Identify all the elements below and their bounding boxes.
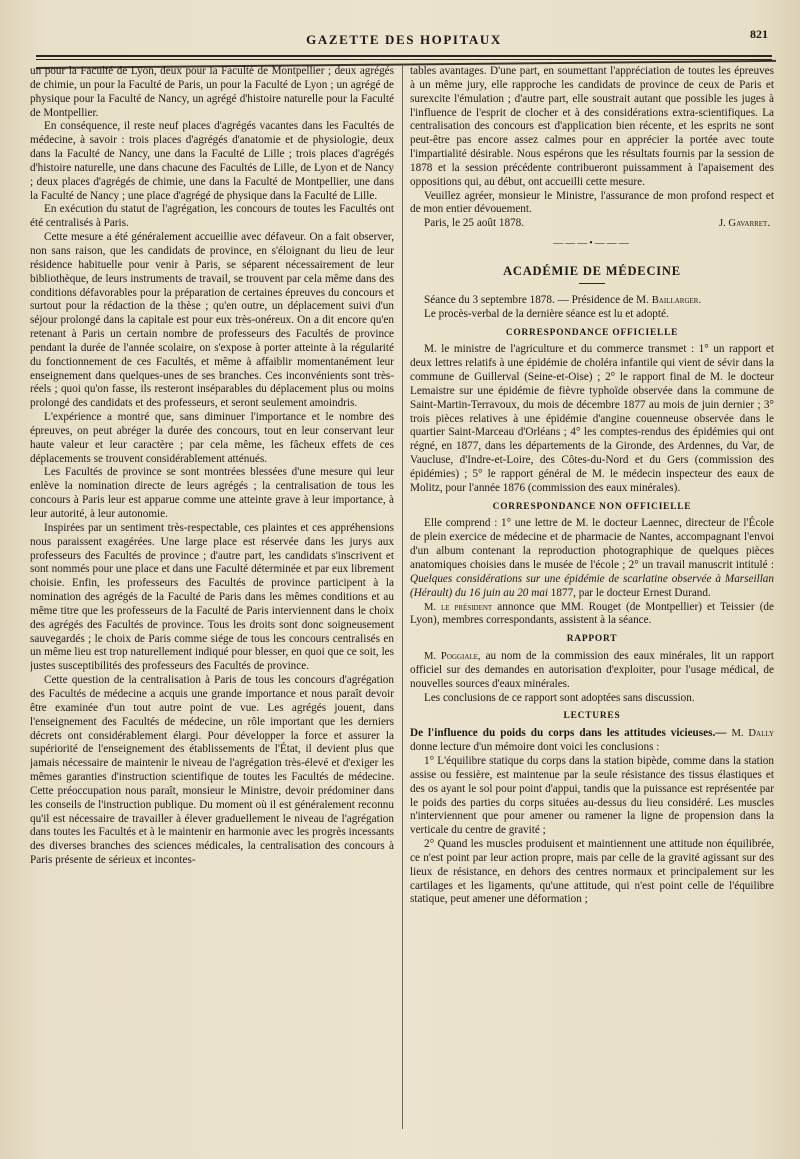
signature-place-date: Paris, le 25 août 1878.: [424, 217, 525, 230]
paragraph: Les conclusions de ce rapport sont adoptées sans discussion.: [424, 691, 695, 704]
letter-signature: [410, 217, 774, 231]
paragraph: un pour la Faculté de Lyon, deux pour la Faculté de Montpellier ; deux agrégés de chimie, un pour la Faculté de Paris, un pour la Faculté de Lyon ; un agrégé de physique pour la Faculté de Nancy, un agrégé d'histoire naturelle pour la Faculté de Montpellier.: [30, 65, 394, 119]
paragraph: En exécution du statut de l'agrégation, les concours de toutes les Facultés ont été centralisés à Paris.: [30, 203, 394, 230]
subhead-official-correspondence: CORRESPONDANCE OFFICIELLE: [505, 327, 679, 338]
lecture-author: M. Dally: [731, 728, 774, 740]
session-line: [410, 294, 774, 308]
session-line-prefix: Séance du 3 septembre 1878. — Présidence de M.: [424, 293, 652, 306]
text-run: au nom de la commission des eaux minérales, lit un rapport officiel sur des demandes en autorisation d'exploiter, pour l'usage médical, de nouvelles sources d'eaux minérales.: [410, 650, 774, 690]
title-rule: [579, 283, 605, 284]
text-run: annonce que MM. Rouget (de Montpellier) et Teissier (de Lyon), membres correspondants, assistent à la séance.: [410, 600, 774, 627]
ornament-separator: ———•———: [553, 238, 631, 250]
subhead-unofficial-correspondence: CORRESPONDANCE NON OFFICIELLE: [492, 501, 692, 512]
session-president: Baillarger.: [651, 294, 702, 306]
subhead-report: RAPPORT: [566, 634, 618, 645]
paragraph: [410, 650, 774, 692]
header-rule-thin: [36, 59, 772, 60]
minutes-line: Le procès-verbal de la dernière séance est lu et adopté.: [424, 307, 669, 320]
lecture-title: De l'influence du poids du corps dans les attitudes vicieuses.—: [410, 727, 727, 740]
paragraph: Veuillez agréer, monsieur le Ministre, l'assurance de mon profond respect et de mon entier dévouement.: [410, 189, 774, 216]
subhead-readings: LECTURES: [563, 711, 621, 722]
page-number: 821: [750, 27, 768, 41]
paragraph: En conséquence, il reste neuf places d'agrégés vacantes dans les Facultés de médecine, à savoir : trois places d'agrégés d'anatomie et de physiologie, deux dans la Faculté de Nancy, une dans la Faculté de Lille ; trois places d'agrégés d'histoire naturelle, une dans chacune des Facultés de Lille, de Lyon et de Nancy ; deux places d'agrégés de chimie, une dans la Faculté de Montpellier, une dans la Faculté de Nancy ; une place d'agrégé de physique dans la Faculté de Lille.: [30, 120, 394, 202]
left-column: [30, 65, 394, 1139]
paragraph: 1° L'équilibre statique du corps dans la station bipède, comme dans la station assise ou fessière, est maintenue par la seule résistance des tissus élastiques et des os ayant le sol pour point d'appui, tandis que la puissance est représentée par le poids des parties du corps situées au-dessus du lieu considéré. Les muscles n'interviennent que pour amener ou ramener la ligne de propension dans la verticale du centre de gravité ;: [410, 754, 774, 837]
paragraph: [410, 517, 774, 600]
paragraph: Les Facultés de province se sont montrées blessées d'une mesure qui leur enlève la nomination directe de leurs agrégés ; la centralisation de tous les concours à Paris leur est apparue comme une atteinte grave à leur importance, à leur autorité, à leur autonomie.: [30, 466, 394, 520]
paragraph: [410, 727, 774, 755]
page-header: [36, 22, 772, 64]
text-run: 1877, par le docteur Ernest Durand.: [547, 586, 711, 599]
paragraph: Inspirées par un sentiment très-respectable, ces plaintes et ces appréhensions nous paraissent exagérées. Une large place est réservée dans les jurys aux professeurs des Facultés de province ; d'autre part, les candidats s'inscrivent et sont nommés pour une place et dans une Faculté déterminée et par eux librement choisie. Enfin, les professeurs des Facultés de province participent à la nomination des agrégés de la Faculté de Paris dans les mêmes conditions et au même titre que les professeurs de la Faculté de Paris interviennent dans le choix des agrégés des Facultés de province. Tous les droits sont donc soigneusement sauvegardés ; le choix de Paris comme siége de tous les concours centralisés en un même lieu est trop naturellement indiqué pour blesser, en quoi que ce soit, les justes susceptibilités des professeurs des Facultés de province.: [30, 521, 394, 673]
signature-name: J. Gavarret.: [719, 218, 770, 230]
paragraph: 2° Quand les muscles produisent et maintiennent une attitude non équilibrée, ce n'est point par leur action propre, mais par celle de la gravité agissant sur des lieux de résistance, en dehors des centres normaux et principalement sur les cartilages et les ligaments, qu'une attitude, qui n'est point celle de l'équilibre statique, peut amener une déformation ;: [410, 838, 774, 906]
paragraph: Cette mesure a été généralement accueillie avec défaveur. On a fait observer, non sans raison, que les candidats de province, en s'éloignant du lieu de leur résidence habituelle pour venir à Paris, se séparent nécessairement de leur bibliothèque, de leurs instruments de travail, se trouvent par cela même dans des conditions défavorables pour la préparation de certaines épreuves du concours et surtout pour la rédaction de la thèse ; qu'en outre, un déplacement suivi d'un séjour prolongé dans la capitale est pour eux très-onéreux. On a dit encore qu'en retenant à Paris un certain nombre de professeurs des Facultés de province pendant la durée de l'année scolaire, on s'expose à porter atteinte à la régularité du fonctionnement de ces Facultés, et même à affaiblir momentanément leur enseignement dans quelques-unes de ses branches. Ces inconvénients sont très-réels ; quoi qu'on fasse, ils resteront inséparables du déplacement plus ou moins prolongé des candidats et des professeurs, et seront seulement amoindris.: [30, 231, 394, 410]
running-title: GAZETTE DES HOPITAUX: [306, 32, 502, 47]
text-run: donne lecture d'un mémoire dont voici les conclusions :: [410, 741, 660, 754]
paragraph: [410, 601, 774, 629]
right-column: [410, 65, 774, 1139]
paragraph: tables avantages. D'une part, en soumettant l'appréciation de toutes les épreuves à un même jury, elle rapproche les candidats de province de ceux de Paris et surexcite l'émulation ; d'autre part, elle soustrait autant que possible les juges à l'influence de l'esprit de clocher et à des considérations extra-scientifiques. La centralisation des concours est d'application bien récente, et les esprits ne sont peut-être pas encore assez calmes pour en apprécier la portée avec toute l'impartialité désirable. Nous espérons que les résultats fournis par la session de 1878 et la session précédente contribueront puissamment à l'apaisement des oppositions qui, au début, ont accueilli cette mesure.: [410, 65, 774, 188]
text-run: Elle comprend : 1° une lettre de M. le docteur Laennec, directeur de l'École de plein exercice de médecine et de pharmacie de Nantes, accompagnant l'envoi d'un album contenant la reproduction photographique de quelques pièces anatomiques choisies dans le musée de l'école ; 2° un travail manuscrit intitulé :: [410, 517, 774, 571]
italic-title: Quelques considérations sur une épidémie de scarlatine observée à Marseillan (Hérault) du 16 juin au 20 mai: [410, 572, 774, 599]
paragraph: L'expérience a montré que, sans diminuer l'importance et le nombre des épreuves, on peut abréger la durée des concours, tout en leur conservant leur haute valeur et leur caractère ; par cela même, les fâcheux effets de ces déplacements se trouvent considérablement atténués.: [30, 411, 394, 465]
column-divider: [402, 66, 403, 1129]
header-rule: [36, 55, 772, 57]
rapport-lead: M. Poggiale,: [424, 651, 481, 663]
paragraph: Cette question de la centralisation à Paris de tous les concours d'agrégation des Facultés de médecine a acquis une grande importance et nous paraît devoir être examinée d'un tout autre point de vue. Les agrégés jouent, dans l'enseignement des Facultés de médecine, un rôle important que les derniers décrets ont considérablement élargi. Pour développer la force et assurer la supériorité de l'enseignement des établissements de l'État, il devient plus que jamais nécessaire de maintenir le niveau de l'agrégation très-élevé et d'exiger les mêmes garanties d'instruction scientifique de toutes les Facultés de médecine. Cette préoccupation nous paraît, monsieur le Ministre, devoir prédominer dans les conseils de l'instruction publique. Du moment où il est généralement reconnu qu'il est nécessaire de travailler à élever graduellement le niveau de l'agrégation dans toutes les Facultés et à le maintenir en harmonie avec les progrès incessants des diverses branches des sciences médicales, la centralisation des concours à Paris présente de sérieux et incontes-: [30, 674, 394, 867]
paragraph: M. le ministre de l'agriculture et du commerce transmet : 1° un rapport et deux lettres relatifs à une épidémie de choléra infantile qui vient de sévir dans la commune de Guillerval (Seine-et-Oise) ; 2° le rapport final de M. le docteur Lemaistre sur une épidémie de fièvre typhoïde observée dans la commune de Saint-Martin-Terravoux, du mois de décembre 1877 au mois de juin dernier ; 3° trois pièces relatives à une épidémie d'angine couenneuse observée dans le quartier Saint-Marceau d'Orléans ; 4° les comptes-rendus des épidémies qui ont régné, en 1877, dans les départements de la Gironde, des Ardennes, du Var, de Vaucluse, d'Indre-et-Loire, des Côtes-du-Nord et du Gers (commission des épidémies) ; 5° le rapport général de M. le médecin inspecteur des eaux de Molitz, pour l'année 1876 (commission des eaux minérales).: [410, 343, 774, 494]
section-title: ACADÉMIE DE MÉDECINE: [503, 263, 681, 278]
president-lead: M. le président: [424, 601, 493, 613]
